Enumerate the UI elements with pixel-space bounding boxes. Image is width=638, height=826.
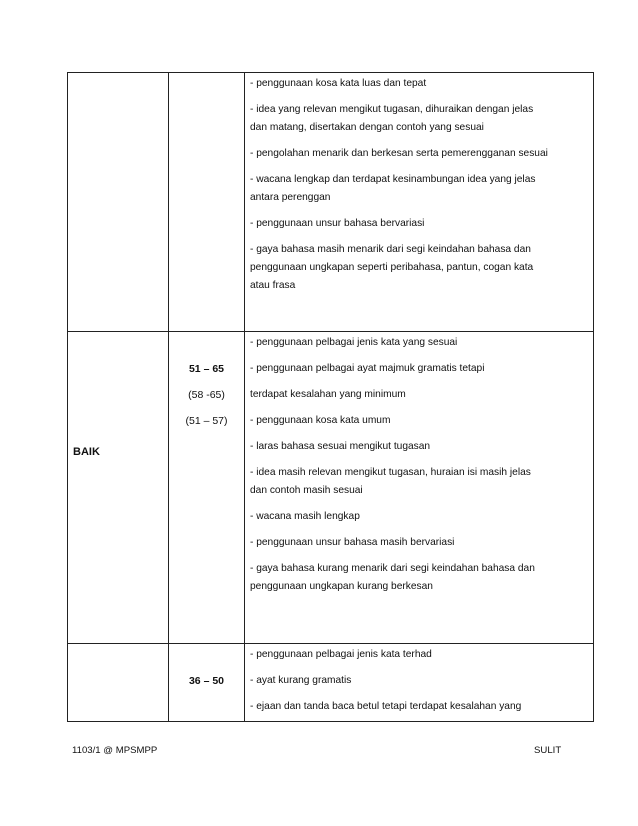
criteria-line: terdapat kesalahan yang minimum — [250, 389, 406, 400]
criteria-line: dan matang, disertakan dengan contoh yang sesuai — [250, 122, 484, 133]
criteria-cell — [245, 644, 594, 722]
criteria-line: atau frasa — [250, 280, 296, 291]
criteria-list — [245, 644, 593, 720]
table-row — [68, 73, 594, 332]
category-cell — [68, 73, 169, 332]
criteria-line: - penggunaan kosa kata umum — [250, 415, 391, 426]
criteria-line: - ayat kurang gramatis — [250, 675, 352, 686]
criteria-line: dan contoh masih sesuai — [250, 485, 363, 496]
mark-range: 51 – 65 — [188, 363, 225, 375]
category-label: BAIK — [73, 446, 100, 458]
criteria-cell — [245, 332, 594, 644]
footer-classification: SULIT — [534, 745, 562, 756]
criteria-line: - idea masih relevan mengikut tugasan, huraian isi masih jelas — [250, 467, 531, 478]
criteria-line: - penggunaan kosa kata luas dan tepat — [250, 78, 427, 89]
mark-subrange: (51 – 57) — [185, 415, 228, 427]
footer-code: 1103/1 @ MPSMPP — [72, 745, 158, 756]
rubric-table — [67, 72, 594, 722]
criteria-line: - ejaan dan tanda baca betul tetapi terdapat kesalahan yang — [250, 701, 522, 712]
marks-cell — [169, 73, 245, 332]
mark-subrange: (58 -65) — [188, 389, 225, 401]
marks-cell — [169, 644, 245, 722]
criteria-line: - penggunaan unsur bahasa masih bervariasi — [250, 537, 455, 548]
criteria-line: - penggunaan pelbagai ayat majmuk gramatis tetapi — [250, 363, 485, 374]
criteria-list — [245, 73, 593, 299]
mark-range: 36 – 50 — [188, 675, 225, 687]
criteria-line: - pengolahan menarik dan berkesan serta pemerengganan sesuai — [250, 148, 548, 159]
table-row — [68, 332, 594, 644]
criteria-line: penggunaan ungkapan kurang berkesan — [250, 581, 433, 592]
criteria-line: - wacana lengkap dan terdapat kesinambungan idea yang jelas — [250, 174, 536, 185]
criteria-line: - gaya bahasa kurang menarik dari segi keindahan bahasa dan — [250, 563, 535, 574]
category-cell — [68, 644, 169, 722]
criteria-line: penggunaan ungkapan seperti peribahasa, pantun, cogan kata — [250, 262, 534, 273]
criteria-cell — [245, 73, 594, 332]
criteria-line: antara perenggan — [250, 192, 331, 203]
criteria-line: - penggunaan pelbagai jenis kata terhad — [250, 649, 432, 660]
criteria-list — [245, 332, 593, 600]
criteria-line: - idea yang relevan mengikut tugasan, dihuraikan dengan jelas — [250, 104, 534, 115]
criteria-line: - gaya bahasa masih menarik dari segi keindahan bahasa dan — [250, 244, 531, 255]
criteria-line: - penggunaan unsur bahasa bervariasi — [250, 218, 425, 229]
marks-cell — [169, 332, 245, 644]
criteria-line: - penggunaan pelbagai jenis kata yang sesuai — [250, 337, 458, 348]
criteria-line: - laras bahasa sesuai mengikut tugasan — [250, 441, 431, 452]
category-cell — [68, 332, 169, 644]
criteria-line: - wacana masih lengkap — [250, 511, 360, 522]
table-row — [68, 644, 594, 722]
